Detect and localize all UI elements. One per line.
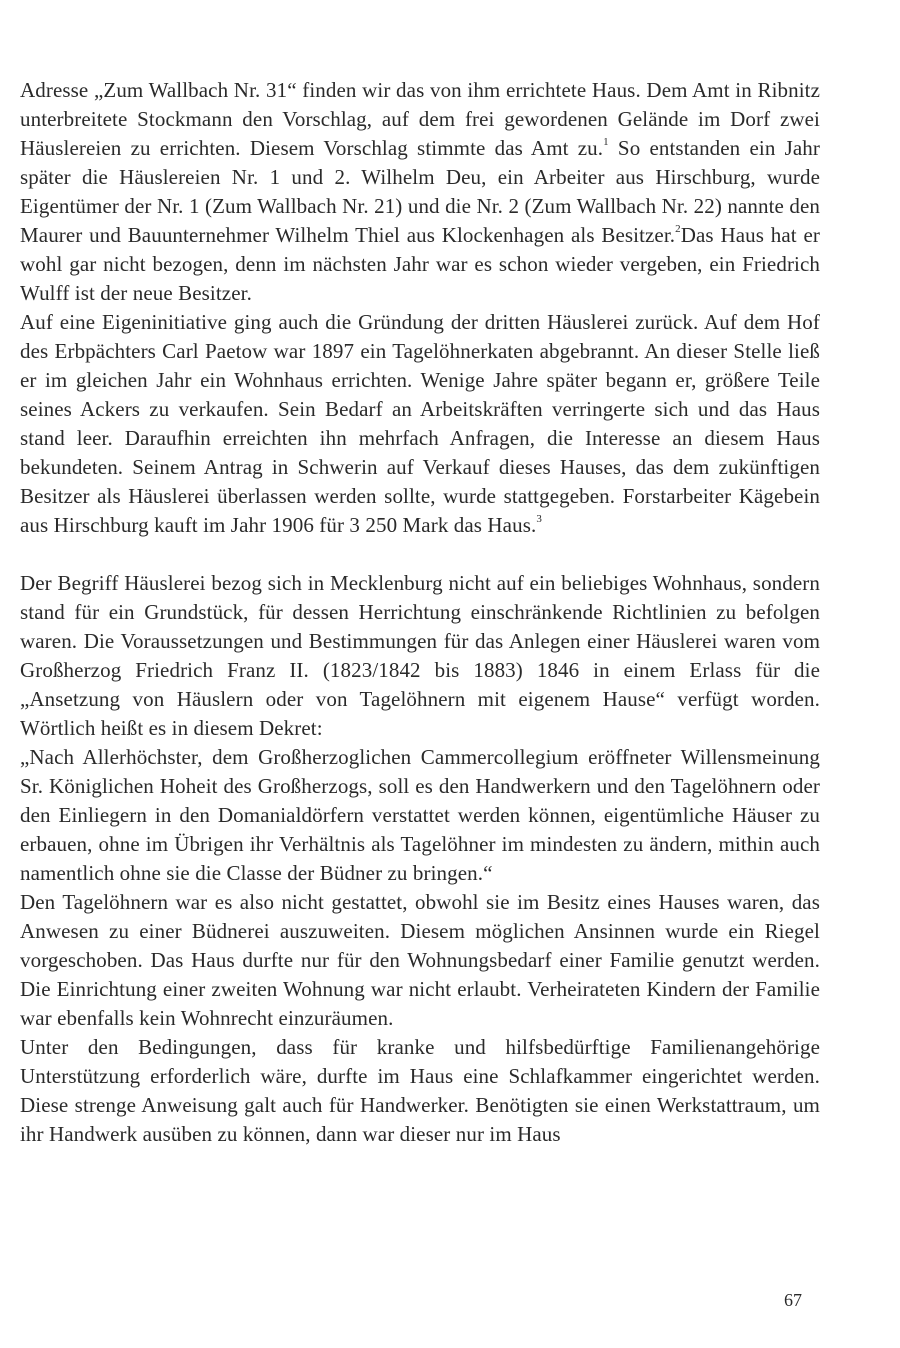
text-run: Der Begriff Häuslerei bezog sich in Mecklenburg nicht auf ein beliebiges Wohnhaus, sondern stand für ein Grundstück, für dessen Herrichtung einschränkende Richtlinien zu befolgen waren. Die Voraussetzungen und Bestimmungen für das Anlegen einer Häuslerei waren vom Großherzog Friedrich Franz II. (1823/1842 bis 1883) 1846 in einem Erlass für die „Ansetzung von Häuslern oder von Tagelöhnern mit eigenem Hause“ verfügt worden. Wörtlich heißt es in diesem Dekret: bbox=[20, 571, 820, 740]
page-number: 67 bbox=[784, 1290, 802, 1310]
paragraph bbox=[20, 308, 820, 540]
text-run: Das Haus hat er wohl gar nicht bezogen, denn im nächsten Jahr war es schon wieder vergeben, ein Friedrich Wulff ist der neue Besitzer. bbox=[20, 223, 820, 305]
paragraph bbox=[20, 569, 820, 743]
text-run: Den Tagelöhnern war es also nicht gestattet, obwohl sie im Besitz eines Hauses waren, das Anwesen zu einer Büdnerei auszuweiten. Diesem möglichen Ansinnen wurde ein Riegel vorgeschoben. Das Haus durfte nur für den Wohnungsbedarf einer Familie genutzt werden. Die Einrichtung einer zweiten Wohnung war nicht erlaubt. Verheirateten Kindern der Familie war ebenfalls kein Wohnrecht einzuräumen. bbox=[20, 890, 820, 1030]
text-run: Unter den Bedingungen, dass für kranke und hilfsbedürftige Familienangehörige Unterstützung erforderlich wäre, durfte im Haus eine Schlafkammer eingerichtet werden. Diese strenge Anweisung galt auch für Handwerker. Benötigten sie einen Werkstattraum, um ihr Handwerk ausüben zu können, dann war dieser nur im Haus bbox=[20, 1035, 820, 1146]
body-text bbox=[20, 76, 820, 1149]
footnote-marker: 1 bbox=[603, 136, 609, 148]
footnote-marker: 3 bbox=[536, 513, 542, 525]
paragraph bbox=[20, 1033, 820, 1149]
paragraph bbox=[20, 76, 820, 308]
text-run: So entstanden ein Jahr später die Häuslereien Nr. 1 und 2. Wilhelm Deu, ein Arbeiter aus Hirschburg, wurde Eigentümer der Nr. 1 (Zum Wallbach Nr. 21) und die Nr. 2 (Zum Wallbach Nr. 22) nannte den Maurer und Bauunternehmer Wilhelm Thiel aus Klockenhagen als Besitzer. bbox=[20, 136, 820, 247]
paragraph bbox=[20, 888, 820, 1033]
footnote-marker: 2 bbox=[675, 223, 681, 235]
paragraph bbox=[20, 743, 820, 888]
text-run: Auf eine Eigeninitiative ging auch die Gründung der dritten Häuslerei zurück. Auf dem Hof des Erbpächters Carl Paetow war 1897 ein Tagelöhnerkaten abgebrannt. An dieser Stelle ließ er im gleichen Jahr ein Wohnhaus errichten. Wenige Jahre später begann er, größere Teile seines Ackers zu verkaufen. Sein Bedarf an Arbeitskräften verringerte sich und das Haus stand leer. Daraufhin erreichten ihn mehrfach Anfragen, die Interesse an diesem Haus bekundeten. Seinem Antrag in Schwerin auf Verkauf dieses Hauses, das dem zukünftigen Besitzer als Häuslerei überlassen werden sollte, wurde stattgegeben. Forstarbeiter Kägebein aus Hirschburg kauft im Jahr 1906 für 3 250 Mark das Haus. bbox=[20, 310, 820, 537]
text-run: „Nach Allerhöchster, dem Großherzoglichen Cammercollegium eröffneter Willensmeinung Sr. Königlichen Hoheit des Großherzogs, soll es den Handwerkern und den Tagelöhnern oder den Einliegern in den Domanialdörfern verstattet werden können, eigentümliche Häuser zu erbauen, ohne im Übrigen ihr Verhältnis als Tagelöhner im mindesten zu ändern, mithin auch namentlich ohne sie die Classe der Büdner zu bringen.“ bbox=[20, 745, 820, 885]
text-run: Adresse „Zum Wallbach Nr. 31“ finden wir das von ihm errichtete Haus. Dem Amt in Ribnitz unterbreitete Stockmann den Vorschlag, auf dem frei gewordenen Gelände im Dorf zwei Häuslereien zu errichten. Diesem Vorschlag stimmte das Amt zu. bbox=[20, 78, 820, 160]
